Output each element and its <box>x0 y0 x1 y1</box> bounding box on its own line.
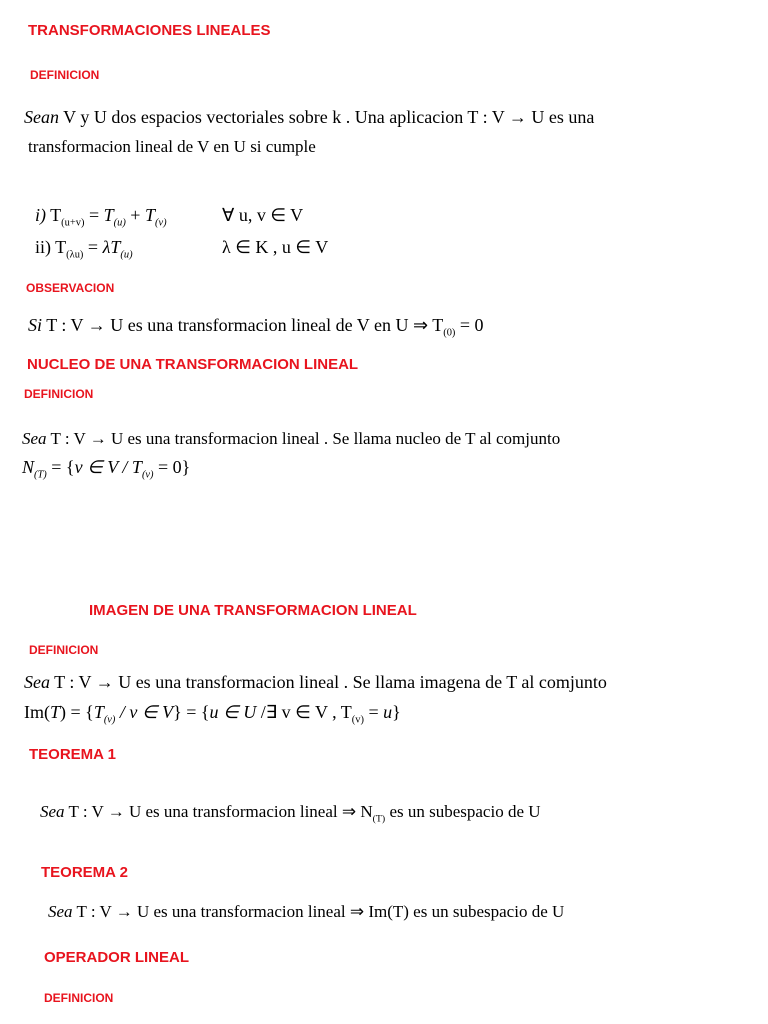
label-definicion-3: DEFINICION <box>29 643 99 657</box>
img-mid: / v ∈ V <box>115 702 174 722</box>
img-T: T <box>50 702 61 722</box>
title-operador: OPERADOR LINEAL <box>44 949 190 966</box>
cond1-sub3-text: (v) <box>154 217 167 229</box>
imagen-line-1 <box>24 672 607 693</box>
word-sean: Sean <box>24 107 59 127</box>
nuc-subT <box>34 470 47 481</box>
observation-line <box>28 315 484 339</box>
cond1-label: i) <box>35 205 46 225</box>
label-observacion: OBSERVACION <box>26 281 115 295</box>
cond1-T: T <box>46 205 62 225</box>
condition-i-quantifier: ∀ u, v ∈ V <box>222 205 304 225</box>
definition-text-1: V y U dos espacios vectoriales sobre k . Una aplicacion T : V → U es una <box>59 107 595 127</box>
cond1-T2: T <box>103 205 114 225</box>
cond1-T3: T <box>144 205 155 225</box>
imagen-set <box>24 702 401 726</box>
img-subv2: (v) <box>351 714 364 726</box>
condition-i <box>35 205 167 229</box>
label-definicion-1: DEFINICION <box>30 68 100 82</box>
definition-line-1 <box>24 107 594 128</box>
img-subv <box>104 715 116 726</box>
nuc-subT-text: (T) <box>34 469 47 481</box>
obs-sub: (0) <box>443 327 456 339</box>
imagen-text: T : V → U es una transformacion lineal . Se llama imagena de T al comjunto <box>50 672 607 692</box>
word-sea-t2: Sea <box>48 902 73 921</box>
condition-ii <box>35 237 133 261</box>
cond2-eq: = <box>83 237 103 257</box>
img-subv-text: (v) <box>103 714 116 726</box>
t2-text: T : V → U es una transformacion lineal ⇒ Im(T) es un subespacio de U <box>72 902 565 921</box>
nuc-set: v ∈ V / T <box>74 457 142 477</box>
word-sea-imagen: Sea <box>24 672 50 692</box>
title-teorema-2: TEOREMA 2 <box>41 864 128 881</box>
cond1-sub2 <box>114 218 126 229</box>
t1-sub: (T) <box>372 813 386 825</box>
condition-ii-quantifier: λ ∈ K , u ∈ V <box>222 237 329 257</box>
img-u: u ∈ U <box>209 702 257 722</box>
obs-text: T : V → U es una transformacion lineal de V en U ⇒ T <box>42 315 444 335</box>
cond2-sub2 <box>120 250 132 261</box>
img-eq1: ) = { <box>60 702 94 722</box>
title-nucleo: NUCLEO DE UNA TRANSFORMACION LINEAL <box>27 356 359 373</box>
img-T2: T <box>93 702 104 722</box>
word-sea-t1: Sea <box>40 802 65 821</box>
title-teorema-1: TEOREMA 1 <box>29 746 116 763</box>
nucleo-line-1 <box>22 429 560 449</box>
label-definicion-2: DEFINICION <box>24 387 94 401</box>
cond1-sub2-text: (u) <box>113 217 126 229</box>
t1-text: T : V → U es una transformacion lineal ⇒ N <box>64 802 373 821</box>
nuc-subv-text: (v) <box>141 469 154 481</box>
title-transformaciones: TRANSFORMACIONES LINEALES <box>28 22 271 39</box>
img-Im: Im( <box>24 702 50 722</box>
cond2-rhs: λT <box>102 237 121 257</box>
cond2-sub: (λu) <box>66 249 84 261</box>
nuc-N: N <box>22 457 35 477</box>
word-si: Si <box>28 315 43 335</box>
cond1-sub3 <box>155 218 167 229</box>
img-exists: /∃ v ∈ V , T <box>256 702 352 722</box>
word-sea-nucleo: Sea <box>22 429 47 448</box>
cond1-eq: = <box>84 205 104 225</box>
nuc-end: = 0} <box>153 457 191 477</box>
img-u2: u <box>383 702 393 722</box>
teorema-2-line <box>48 902 564 922</box>
img-end: } <box>392 702 401 722</box>
definition-line-2: transformacion lineal de V en U si cumple <box>28 137 316 156</box>
label-definicion-4: DEFINICION <box>44 991 114 1005</box>
nucleo-text: T : V → U es una transformacion lineal . Se llama nucleo de T al comjunto <box>46 429 561 448</box>
cond2-label: ii) T <box>35 237 67 257</box>
nuc-subv <box>142 470 154 481</box>
nucleo-set <box>22 457 191 481</box>
nuc-eq: = { <box>46 457 75 477</box>
cond1-sub: (u+v) <box>61 217 85 229</box>
obs-end: = 0 <box>455 315 484 335</box>
teorema-1-line <box>40 802 541 825</box>
img-eq2: } = { <box>173 702 210 722</box>
cond1-plus: + <box>125 205 145 225</box>
title-imagen: IMAGEN DE UNA TRANSFORMACION LINEAL <box>89 602 417 619</box>
cond2-sub2-text: (u) <box>120 249 133 261</box>
t1-end: es un subespacio de U <box>385 802 541 821</box>
img-eq3: = <box>363 702 384 722</box>
